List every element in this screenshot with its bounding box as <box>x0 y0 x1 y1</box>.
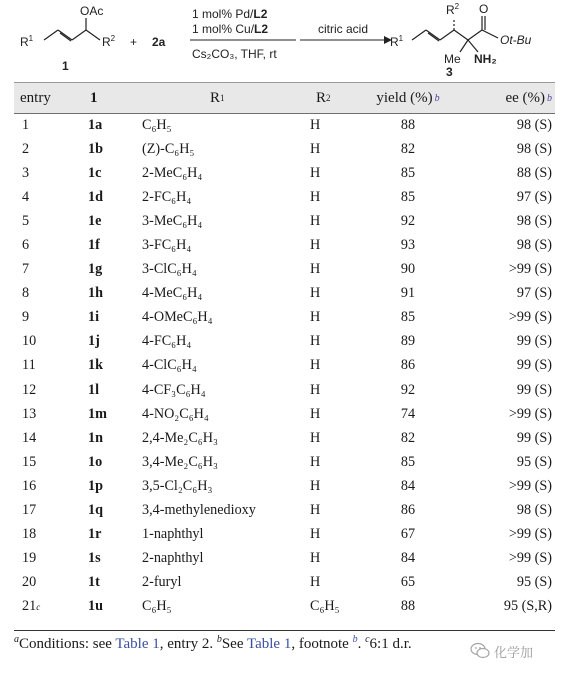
cell-substrate: 1n <box>88 429 103 446</box>
cell-r2: H <box>310 477 321 494</box>
cell-yield: 86 <box>400 502 416 519</box>
footnote-b-text: See <box>221 636 247 652</box>
cell-r1: 2-MeC₆H₄ <box>142 164 203 181</box>
cell-r1: 1-naphthyl <box>142 526 204 543</box>
cell-r1: 4-OMeC₆H₄ <box>142 309 213 326</box>
reagent-label: 2a <box>152 35 166 49</box>
cell-substrate: 1q <box>88 502 103 519</box>
cell-substrate: 1g <box>88 261 103 278</box>
cell-r2: C₆H₅ <box>310 598 340 615</box>
cell-r2: H <box>310 212 321 229</box>
cell-entry: 20 <box>22 574 37 591</box>
cell-yield: 88 <box>400 598 416 615</box>
cell-ee: >99 (S) <box>508 526 552 543</box>
cell-r1: 3,5-Cl₂C₆H₃ <box>142 477 213 494</box>
cell-entry: 3 <box>22 164 30 181</box>
plus-sign: + <box>130 35 138 49</box>
product-r2-label: $R^2$ <box>446 2 460 17</box>
cell-ee: >99 (S) <box>508 309 552 326</box>
table-row <box>14 499 555 523</box>
table-row <box>14 185 555 209</box>
cell-r2: H <box>310 164 321 181</box>
cell-r2: H <box>310 140 321 157</box>
cell-ee: 99 (S) <box>516 381 552 398</box>
cell-r1: 2-naphthyl <box>142 550 204 567</box>
product-number: 3 <box>446 65 453 79</box>
cell-yield: 92 <box>400 212 416 229</box>
cell-entry: 5 <box>22 212 30 229</box>
cell-r1: 2-furyl <box>142 574 182 591</box>
substrate-r1-label: $R^1$ <box>20 34 34 49</box>
cell-r2: H <box>310 188 321 205</box>
table-row <box>14 113 555 137</box>
cell-substrate: 1d <box>88 188 103 205</box>
cell-r2: H <box>310 309 321 326</box>
footnote-b-ref[interactable]: b <box>352 634 358 645</box>
cell-ee: >99 (S) <box>508 550 552 567</box>
cell-entry: 19 <box>22 550 37 567</box>
cell-yield: 90 <box>400 261 416 278</box>
cell-yield: 82 <box>400 429 416 446</box>
table-row <box>14 547 555 571</box>
cell-r2: H <box>310 405 321 422</box>
cell-r1: C₆H₅ <box>142 116 172 133</box>
table-row <box>14 137 555 161</box>
footnote-b-tail: , footnote <box>291 636 353 652</box>
cell-yield: 88 <box>400 116 416 133</box>
cell-substrate: 1p <box>88 477 103 494</box>
cell-r2: H <box>310 333 321 350</box>
cell-entry: 18 <box>22 526 37 543</box>
header-ee: ee (%) b <box>505 89 552 106</box>
condition-base: Cs₂CO₃, THF, rt <box>192 47 277 61</box>
cell-entry: 9 <box>22 309 30 326</box>
table-row <box>14 426 555 450</box>
cell-entry: 1 <box>22 116 30 133</box>
cell-yield: 92 <box>400 381 416 398</box>
footnote-b-mark: b <box>216 634 222 645</box>
table-row <box>14 571 555 595</box>
cell-r1: 2-FC₆H₄ <box>142 188 192 205</box>
cell-r2: H <box>310 453 321 470</box>
cell-r2: H <box>310 429 321 446</box>
table-header <box>14 82 555 114</box>
cell-yield: 84 <box>400 477 416 494</box>
watermark-text: 化学加 <box>494 645 534 661</box>
table-row <box>14 354 555 378</box>
cell-r2: H <box>310 285 321 302</box>
watermark <box>470 638 558 664</box>
cell-r1: 3-FC₆H₄ <box>142 237 192 254</box>
cell-entry: 17 <box>22 502 37 519</box>
cell-ee: >99 (S) <box>508 261 552 278</box>
amine-label: NH₂ <box>474 52 497 66</box>
cell-yield: 84 <box>400 550 416 567</box>
table-row <box>14 209 555 233</box>
cell-ee: 98 (S) <box>516 502 552 519</box>
header-yield: yield (%) b <box>376 89 440 106</box>
oac-label: OAc <box>80 4 104 18</box>
cell-ee: 97 (S) <box>516 285 552 302</box>
cell-substrate: 1c <box>88 164 102 181</box>
cell-r1: 2,4-Me₂C₆H₃ <box>142 429 218 446</box>
cell-substrate: 1u <box>88 598 103 615</box>
cell-substrate: 1b <box>88 140 103 157</box>
condition-acid: citric acid <box>318 22 369 36</box>
cell-yield: 91 <box>400 285 416 302</box>
cell-entry: 21 c <box>22 598 41 615</box>
table-row <box>14 306 555 330</box>
cell-yield: 89 <box>400 333 416 350</box>
cell-substrate: 1a <box>88 116 103 133</box>
cell-substrate: 1l <box>88 381 100 398</box>
table-1-link-2[interactable]: Table 1 <box>246 636 292 652</box>
substrate-structure <box>44 18 100 41</box>
cell-substrate: 1e <box>88 212 102 229</box>
table-row <box>14 402 555 426</box>
cell-ee: 99 (S) <box>516 429 552 446</box>
cell-ee: >99 (S) <box>508 477 552 494</box>
cell-r2: H <box>310 574 321 591</box>
cell-substrate: 1m <box>88 405 107 422</box>
cell-substrate: 1j <box>88 333 100 350</box>
methyl-label: Me <box>444 52 461 66</box>
cell-entry: 14 <box>22 429 37 446</box>
cell-entry: 11 <box>22 357 36 374</box>
wechat-icon <box>470 642 490 660</box>
cell-entry: 6 <box>22 237 30 254</box>
cell-entry: 7 <box>22 261 30 278</box>
cell-substrate: 1t <box>88 574 100 591</box>
cell-yield: 67 <box>400 526 416 543</box>
cell-r2: H <box>310 261 321 278</box>
cell-substrate: 1k <box>88 357 103 374</box>
cell-substrate: 1o <box>88 453 103 470</box>
cell-ee: 95 (S) <box>516 574 552 591</box>
cell-ee: 97 (S) <box>516 188 552 205</box>
cell-yield: 82 <box>400 140 416 157</box>
table-row <box>14 258 555 282</box>
header-r1: R 1 <box>210 89 225 106</box>
cell-yield: 85 <box>400 164 416 181</box>
cell-yield: 65 <box>400 574 416 591</box>
cell-ee: 99 (S) <box>516 357 552 374</box>
table-row <box>14 330 555 354</box>
cell-r1: 4-ClC₆H₄ <box>142 357 197 374</box>
header-substrate: 1 <box>90 89 98 106</box>
header-entry: entry <box>20 89 51 106</box>
cell-ee: 88 (S) <box>516 164 552 181</box>
cell-r1: 3,4-methylenedioxy <box>142 502 256 519</box>
cell-r2: H <box>310 502 321 519</box>
cell-ee: 98 (S) <box>516 116 552 133</box>
cell-entry: 16 <box>22 477 37 494</box>
table-row <box>14 523 555 547</box>
footnote-a-tail: , entry 2. <box>159 636 217 652</box>
cell-r2: H <box>310 550 321 567</box>
table-row <box>14 161 555 185</box>
footnote-c-text: 6:1 d.r. <box>369 636 412 652</box>
cell-entry: 4 <box>22 188 30 205</box>
cell-ee: 98 (S) <box>516 237 552 254</box>
cell-entry: 10 <box>22 333 37 350</box>
footnote-c-sep: . <box>357 636 366 652</box>
cell-r2: H <box>310 116 321 133</box>
cell-substrate: 1r <box>88 526 102 543</box>
cell-entry: 13 <box>22 405 37 422</box>
cell-substrate: 1h <box>88 285 103 302</box>
cell-ee: 99 (S) <box>516 333 552 350</box>
cell-r2: H <box>310 381 321 398</box>
table-body <box>14 113 555 619</box>
cell-entry: 2 <box>22 140 30 157</box>
table-row <box>14 450 555 474</box>
condition-cu: 1 mol% Cu/L2 <box>192 22 269 36</box>
cell-r2: H <box>310 237 321 254</box>
cell-r1: 4-MeC₆H₄ <box>142 285 203 302</box>
cell-yield: 85 <box>400 188 416 205</box>
cell-ee: 95 (S) <box>516 453 552 470</box>
footnote-c-mark: c <box>365 634 370 645</box>
table-1-link[interactable]: Table 1 <box>115 636 160 652</box>
cell-entry: 15 <box>22 453 37 470</box>
table-row <box>14 233 555 257</box>
cell-yield: 86 <box>400 357 416 374</box>
cell-substrate: 1f <box>88 237 100 254</box>
table-row <box>14 378 555 402</box>
table-row <box>14 595 555 619</box>
substrate-r2-label: $R^2$ <box>102 34 116 49</box>
carbonyl-o: O <box>479 2 489 16</box>
product-r1-label: $R^1$ <box>390 34 404 49</box>
footnote-a-text: Conditions: see <box>19 636 116 652</box>
cell-substrate: 1s <box>88 550 101 567</box>
table-row <box>14 474 555 498</box>
table-bottom-rule <box>14 630 555 631</box>
cell-yield: 74 <box>400 405 416 422</box>
cell-ee: 98 (S) <box>516 212 552 229</box>
header-r2: R 2 <box>316 89 331 106</box>
cell-r1: 3-MeC₆H₄ <box>142 212 203 229</box>
cell-r1: 3,4-Me₂C₆H₃ <box>142 453 218 470</box>
cell-r2: H <box>310 357 321 374</box>
cell-r1: 4-NO₂C₆H₄ <box>142 405 209 422</box>
cell-yield: 85 <box>400 453 416 470</box>
cell-entry: 8 <box>22 285 30 302</box>
table-row <box>14 282 555 306</box>
reaction-scheme <box>0 0 567 82</box>
cell-ee: >99 (S) <box>508 405 552 422</box>
ester-label: Ot-Bu <box>500 33 532 47</box>
cell-entry: 12 <box>22 381 37 398</box>
footnote-a-mark: a <box>14 634 19 645</box>
product-structure <box>412 16 498 52</box>
cell-r1: C₆H₅ <box>142 598 172 615</box>
entry-footnote-mark: c <box>36 601 41 612</box>
cell-r1: 4-FC₆H₄ <box>142 333 192 350</box>
cell-r1: (Z)-C₆H₅ <box>142 140 195 157</box>
cell-substrate: 1i <box>88 309 100 326</box>
condition-pd: 1 mol% Pd/L2 <box>192 7 268 21</box>
cell-ee: 98 (S) <box>516 140 552 157</box>
cell-yield: 85 <box>400 309 416 326</box>
cell-ee: 95 (S,R) <box>503 598 552 615</box>
cell-r1: 4-CF₃C₆H₄ <box>142 381 206 398</box>
substrate-number: 1 <box>62 59 69 73</box>
cell-r2: H <box>310 526 321 543</box>
cell-r1: 3-ClC₆H₄ <box>142 261 197 278</box>
cell-yield: 93 <box>400 237 416 254</box>
